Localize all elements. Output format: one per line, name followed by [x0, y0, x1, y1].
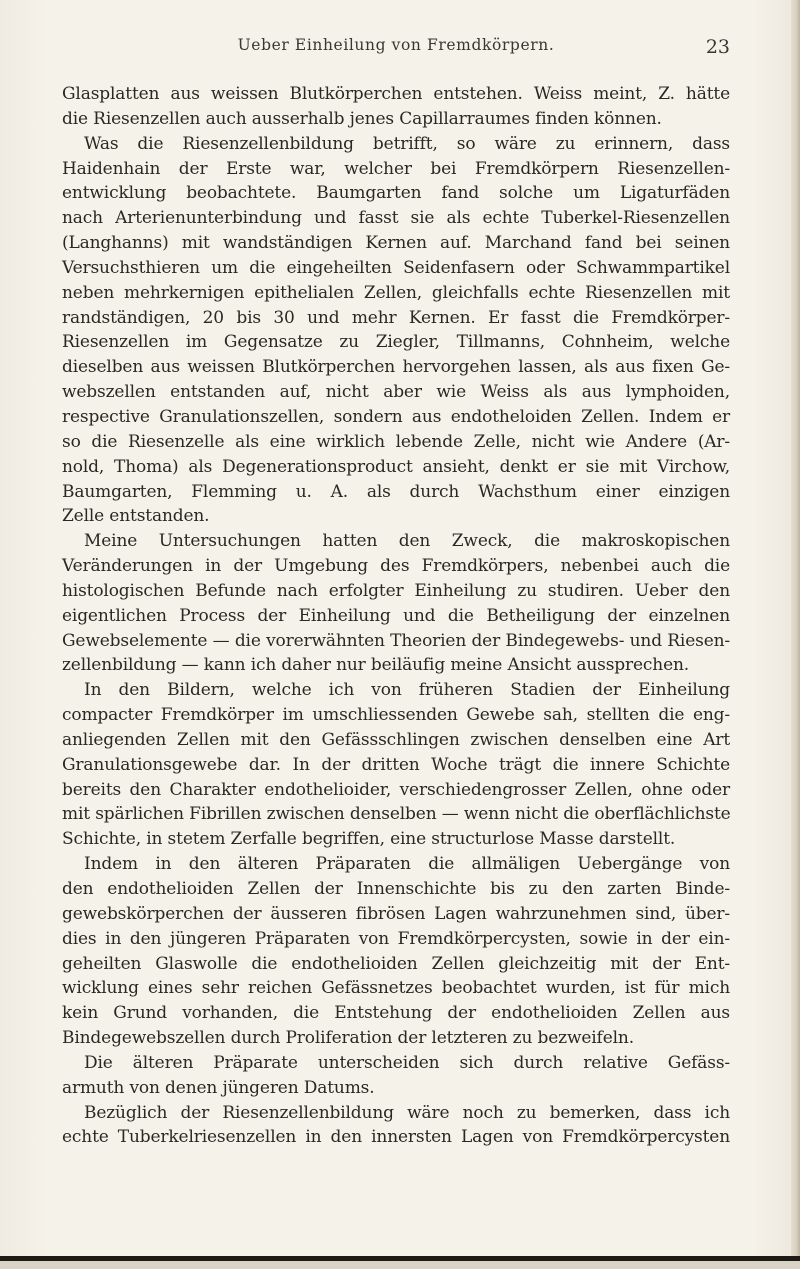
text-line: webszellen entstanden auf, nicht aber wie Weiss als aus lymphoiden,: [62, 382, 730, 403]
text-line: In den Bildern, welche ich von früheren Stadien der Einheilung: [84, 680, 730, 701]
text-line: Baumgarten, Flemming u. A. als durch Wachsthum einer einzigen: [62, 481, 730, 502]
text-line: neben mehrkernigen epithelialen Zellen, gleichfalls echte Riesenzellen mit: [62, 282, 730, 303]
text-line: Die älteren Präparate unterscheiden sich durch relative Gefäss-: [84, 1052, 730, 1073]
text-line: Indem in den älteren Präparaten die allmäligen Uebergänge von: [84, 854, 730, 875]
text-line: wicklung eines sehr reichen Gefässnetzes beobachtet wurden, ist für mich: [62, 978, 730, 999]
text-line: Zelle entstanden.: [62, 506, 210, 527]
body-text: [62, 82, 730, 1150]
text-line: mit spärlichen Fibrillen zwischen denselben — wenn nicht die oberflächlichste: [62, 804, 731, 825]
text-line: nach Arterienunterbindung und fasst sie als echte Tuberkel-Riesenzellen: [62, 208, 730, 229]
text-line: Bezüglich der Riesenzellenbildung wäre noch zu bemerken, dass ich: [84, 1102, 730, 1123]
text-line: anliegenden Zellen mit den Gefässschlingen zwischen denselben eine Art: [62, 729, 730, 750]
text-line: echte Tuberkelriesenzellen in den innersten Lagen von Fremdkörpercysten: [62, 1127, 730, 1148]
text-line: Granulationsgewebe dar. In der dritten Woche trägt die innere Schichte: [62, 754, 730, 775]
text-line: Gewebselemente — die vorerwähnten Theorien der Bindegewebs- und Riesen-: [62, 630, 730, 651]
text-line: gewebskörperchen der äusseren fibrösen Lagen wahrzunehmen sind, über-: [62, 903, 730, 924]
text-line: so die Riesenzelle als eine wirklich lebende Zelle, nicht wie Andere (Ar-: [62, 431, 730, 452]
page-number: 23: [705, 36, 730, 58]
bottom-strip: [0, 1261, 800, 1269]
text-line: Veränderungen in der Umgebung des Fremdkörpers, nebenbei auch die: [62, 556, 730, 577]
text-line: nold, Thoma) als Degenerationsproduct ansieht, denkt er sie mit Virchow,: [62, 456, 730, 477]
text-line: Riesenzellen im Gegensatze zu Ziegler, Tillmanns, Cohnheim, welche: [62, 332, 730, 353]
text-line: dies in den jüngeren Präparaten von Fremdkörpercysten, sowie in der ein-: [62, 928, 730, 949]
text-line: compacter Fremdkörper im umschliessenden Gewebe sah, stellten die eng-: [62, 705, 730, 726]
text-line: Schichte, in stetem Zerfalle begriffen, eine structurlose Masse darstellt.: [62, 829, 676, 850]
text-line: respective Granulationszellen, sondern aus endotheloiden Zellen. Indem er: [62, 406, 730, 427]
text-line: randständigen, 20 bis 30 und mehr Kernen. Er fasst die Fremdkörper-: [62, 307, 730, 328]
text-line: kein Grund vorhanden, die Entstehung der endothelioiden Zellen aus: [62, 1003, 730, 1024]
text-line: die Riesenzellen auch ausserhalb jenes Capillarraumes finden können.: [62, 108, 662, 129]
text-line: histologischen Befunde nach erfolgter Einheilung zu studiren. Ueber den: [62, 580, 730, 601]
text-line: Meine Untersuchungen hatten den Zweck, die makroskopischen: [84, 531, 730, 552]
text-line: Glasplatten aus weissen Blutkörperchen entstehen. Weiss meint, Z. hätte: [62, 84, 730, 104]
text-line: (Langhanns) mit wandständigen Kernen auf. Marchand fand bei seinen: [62, 233, 730, 254]
text-line: Bindegewebszellen durch Proliferation der letzteren zu bezweifeln.: [62, 1028, 634, 1049]
text-line: den endothelioiden Zellen der Innenschichte bis zu den zarten Binde-: [62, 879, 730, 899]
text-line: dieselben aus weissen Blutkörperchen hervorgehen lassen, als aus fixen Ge-: [62, 357, 730, 378]
text-line: armuth von denen jüngeren Datums.: [62, 1077, 375, 1098]
text-line: Was die Riesenzellenbildung betrifft, so wäre zu erinnern, dass: [84, 133, 730, 154]
text-line: bereits den Charakter endothelioider, verschiedengrosser Zellen, ohne oder: [62, 779, 730, 800]
page-edge: [791, 0, 800, 1269]
text-line: Versuchsthieren um die eingeheilten Seidenfasern oder Schwammpartikel: [62, 257, 730, 278]
running-title: Ueber Einheilung von Fremdkörpern.: [237, 36, 555, 54]
text-line: zellenbildung — kann ich daher nur beiläufig meine Ansicht aussprechen.: [62, 655, 690, 676]
text-line: entwicklung beobachtete. Baumgarten fand solche um Ligaturfäden: [62, 183, 730, 204]
page-header: [62, 36, 730, 60]
text-line: geheilten Glaswolle die endothelioiden Zellen gleichzeitig mit der Ent-: [62, 953, 730, 974]
text-line: eigentlichen Process der Einheilung und die Betheiligung der einzelnen: [62, 605, 730, 626]
text-line: Haidenhain der Erste war, welcher bei Fremdkörpern Riesenzellen-: [62, 158, 730, 179]
